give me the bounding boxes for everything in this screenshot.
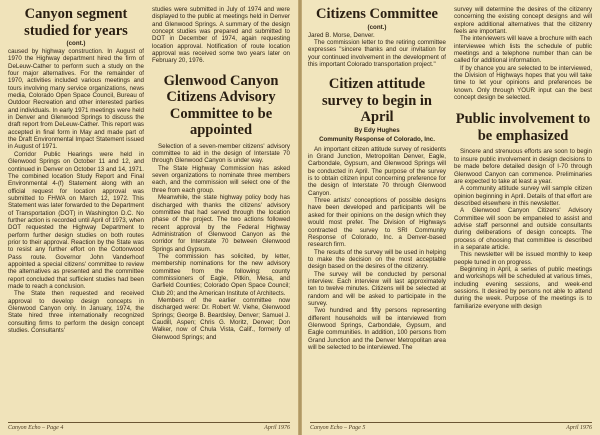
headline-attitude-survey: Citizen attitude survey to begin in April [322,76,432,126]
article-paragraph: Beginning in April, a series of public meetings and workshops will be scheduled at various times, including evening sessions, and week-end sessions. It desired by persons not able to attend during the week. Purpose of the meetings is to familiarize everyone with design [454,265,592,310]
left-col-1 [8,6,144,334]
footer-date: April 1976 [566,425,592,431]
article-paragraph: The commission has solicited, by letter, membership nominations for the new advisory committee from the following: county commissioners of Eagle, Pitkin, Mesa, and Garfield Counties; Colorado Open Space Council; Club 20; and the American Institute of Architects. [152,252,290,297]
right-col-2 [454,6,592,310]
headline-public-involvement: Public involvement to be emphasized [455,111,591,144]
article-paragraph: Jared B. Morse, Denver. [308,31,375,39]
headline-citizens-committee: Citizens Committee [316,6,438,22]
article-paragraph: Two hundred and fifty persons representing different households will be interviewed from Glenwood Springs, Carbondale, Gypsum, and Eagle communities. In addition, 100 persons from Grand Junction and the Denver Metropolitan area will be selected to be interviewed. The [308,307,446,351]
article-paragraph: The survey will be conducted by personal interview. Each interview will last approximately ten to twelve minutes. Citizens will be selected at random and will be asked to participate in the survey. [308,270,446,307]
article-paragraph: survey will determine the desires of the citizenry concerning the existing concept designs and will explore additional alternatives that the citizenry feels are important. [454,6,592,36]
footer-rule [310,422,592,423]
article-paragraph: If by chance you are selected to be interviewed, the Division of Highways hopes that you will take time to let your opinions and preferences be known. Only through YOUR input can the best concept design be selected. [454,64,592,102]
cont-label: (cont.) [367,23,387,31]
article-paragraph: An important citizen attitude survey of residents in Grand Junction, Metropolitan Denver, Eagle, Carbondale, Gypsum, and Glenwood Springs will be conducted in April. The purpose of the survey is to obtain citizen input concerning preference for the design of Interstate 70 through Glenwood Canyon. [308,145,446,197]
article-paragraph: Meanwhile, the state highway policy body has discharged with thanks the citizens' advisory committee that had served through the location phase of the project. The two actions followed recent approval by the Federal Highway Administration of Glenwood Canyon as the corridor for Interstate 70 between Glenwood Springs and Gypsum. [152,194,290,253]
right-col-1 [308,6,446,351]
footer-date: April 1976 [264,425,290,431]
article-paragraph: Sincere and strenuous efforts are soon to begin to insure public involvement in design decisions to be made before detailed design of I-70 through Glenwood Canyon can commence. Preliminaries are expected to take at least a year. [454,148,592,185]
left-page [0,0,298,435]
footer-rule [8,422,290,423]
article-paragraph: This newsletter will be issued monthly to keep people tuned in on progress. [454,251,592,266]
article-paragraph: The commission letter to the retiring committee expresses "sincere thanks and our invitation for your continued involvement in the development of this important Colorado transportation project." [308,38,446,68]
article-paragraph: The State then requested and received approval to develop design concepts in Glenwood Canyon only. In January, 1974, the State hired three internationally recognized consulting firms to perform the design concept studies. Consultants' [8,290,144,335]
footer-page-label: Canyon Echo – Page 4 [8,425,64,431]
article-paragraph: Three artists' conceptions of possible designs have been developed and participants will be asked for their opinions on the design which they would most prefer. The Division of Highways contracted the survey to SRI Community Response of Colorado, Inc. a Denver-based research firm. [308,197,446,249]
article-paragraph: The results of the survey will be used in helping to make the decision on the most acceptable design based on the desires of the citizenry. [308,248,446,271]
byline-author: By Edy Hughes [354,126,400,134]
article-paragraph: caused by highway construction. In August of 1970 the Highway department hired the firm of DeLeuw-Cather to perform such a study on the four major alternatives. For the remainder of 1970, activities included various meetings and tours involving many service organizations, news media, Colorado Open Space Council, Bureau of Outdoor Recreation and other interested parties and individuals. In early 1971 meetings were held in Denver and Glenwood Springs to discuss the draft report from DeLeuw-Cather. This report was accepted in final form in May and made part of the Draft Environmental Impact Statement issued in August of 1971. [8,48,144,151]
article-paragraph: A Glenwood Canyon Citizens' Advisory Committee will soon be empaneled to assist and advise staff personnel and outside consultants during deliberations of design concepts. The process of choosing that committee is described in a separate article. [454,207,592,251]
article-paragraph: The interviewers will leave a brochure with each interviewee which lists the schedule of public meetings and a telephone number than can be called for additional information. [454,35,592,65]
article-paragraph: A community attitude survey will sample citizen opinion beginning in April. Details of that effort are described elsewhere in this newsletter. [454,185,592,207]
article-paragraph: Selection of a seven-member citizens' advisory committee to aid in the design of Interstate 70 through Glenwood Canyon is under way. [152,142,290,165]
headline-canyon-segment: Canyon segment studied for years [24,6,128,39]
right-page [302,0,600,435]
article-paragraph: Members of the earlier committee now discharged were: Dr. Robert W. Viehe, Glenwood Springs; George B. Beardsley, Denver; Samuel J. Caudill, Aspen; Chris G. Moritz, Denver; Don Walker, now of Chula Vista, Calif., formerly of Glenwood Springs; and [152,296,290,341]
article-paragraph: studies were submitted in July of 1974 and were displayed to the public at meetings held in Denver and Glenwood Springs. A summary of the design concept studies was prepared and submitted to DOT in December of 1974, again requesting location approval. Notification of route location approval was received some two years later on February 20, 1976. [152,6,290,65]
article-paragraph: Corridor Public Hearings were held in Glenwood Springs on October 11 and 12, and continued in Denver on October 13 and 14, 1971. The combined location Study Report and Final Environmental 4-(f) Statement along with an official request for location approval was submitted to FHWA on March 12, 1972. This Statement was later forwarded to the Department of Transportation (DOT) in Washington D.C. No further action is recorded until April of 1973, when DOT requested the Highway Department to perform further design studies on both routes prior to their approval. Reaction by the State was to resist any further effort on the Cottonwood Pass route. Governor John Vanderhoof appointed a special citizens' committee to review the alternatives as presented and the committee report concluded that sufficient studies had been made to reach a conclusion. [8,150,144,290]
cont-label: (cont.) [66,40,86,47]
left-col-2 [152,6,290,341]
footer-page-label: Canyon Echo – Page 5 [310,425,366,431]
article-paragraph: The State Highway Commission has asked seven organizations to nominate three members each, and the commission will select one of the three from each group. [152,164,290,194]
headline-advisory-committee: Glenwood Canyon Citizens Advisory Committee to be appointed [163,72,279,139]
byline-organization: Community Response of Colorado, Inc. [319,136,435,144]
